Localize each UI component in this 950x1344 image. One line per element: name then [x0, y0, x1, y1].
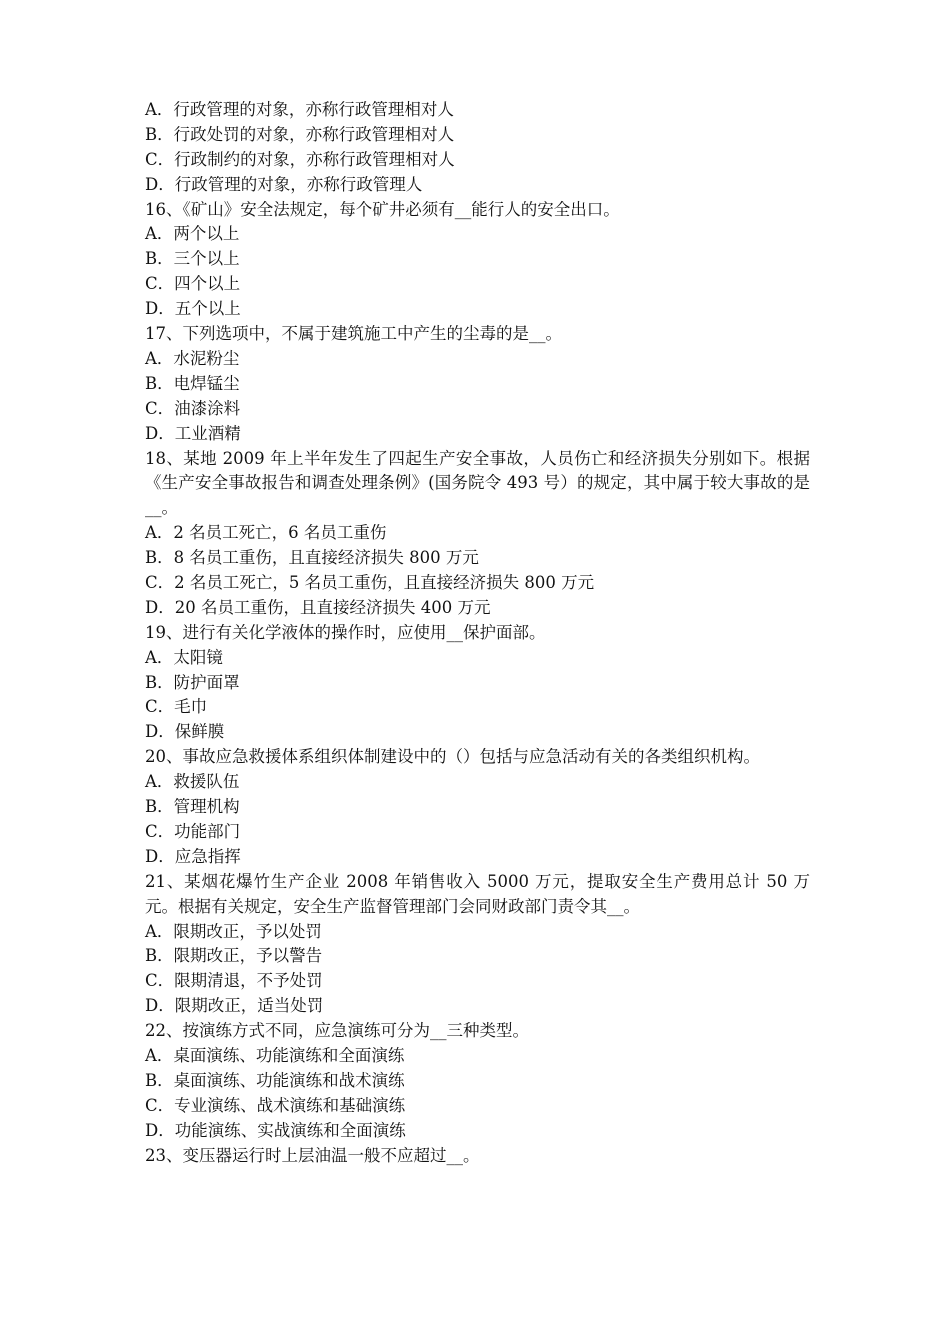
option-text: C．2 名员工死亡，5 名员工重伤，且直接经济损失 800 万元 — [145, 573, 595, 592]
option-text: B．桌面演练、功能演练和战术演练 — [145, 1070, 405, 1090]
option-text: A．太阳镜 — [145, 647, 223, 667]
option-text: D．应急指挥 — [145, 846, 241, 866]
document-page — [145, 98, 810, 1168]
option-text: B．行政处罚的对象，亦称行政管理相对人 — [145, 124, 455, 144]
question-text: 22、按演练方式不同，应急演练可分为__三种类型。 — [145, 1021, 529, 1041]
question-text: 18、某地 2009 年上半年发生了四起生产安全事故，人员伤亡和经济损失分别如下。根据《生产安全事故报告和调查处理条例》(国务院令 493 号）的规定，其中属于较大事故的是__。 — [145, 448, 810, 518]
question-text: 17、下列选项中，不属于建筑施工中产生的尘毒的是__。 — [145, 324, 562, 344]
option-text: A．2 名员工死亡，6 名员工重伤 — [145, 523, 387, 543]
option-text: B．限期改正，予以警告 — [145, 946, 323, 966]
question-text: 20、事故应急救援体系组织体制建设中的（）包括与应急活动有关的各类组织机构。 — [145, 747, 760, 767]
option-text: C．四个以上 — [145, 274, 241, 294]
option-text: C．限期清退，不予处罚 — [145, 971, 323, 991]
option-text: B．8 名员工重伤，且直接经济损失 800 万元 — [145, 548, 479, 568]
option-text: A．桌面演练、功能演练和全面演练 — [145, 1046, 405, 1065]
option-text: D．保鲜膜 — [145, 722, 225, 742]
option-text: C．功能部门 — [145, 821, 241, 841]
option-text: A．行政管理的对象，亦称行政管理相对人 — [145, 100, 454, 119]
option-text: B．电焊锰尘 — [145, 373, 240, 393]
question-text: 21、某烟花爆竹生产企业 2008 年销售收入 5000 万元，提取安全生产费用总计 50 万元。根据有关规定，安全生产监督管理部门会同财政部门责令其__。 — [145, 871, 810, 916]
option-text: C．专业演练、战术演练和基础演练 — [145, 1095, 406, 1115]
option-text: C．行政制约的对象，亦称行政管理相对人 — [145, 149, 455, 169]
question-text: 23、变压器运行时上层油温一般不应超过__。 — [145, 1145, 480, 1165]
option-text: D．功能演练、实战演练和全面演练 — [145, 1120, 406, 1140]
option-text: D．行政管理的对象，亦称行政管理人 — [145, 174, 423, 194]
option-text: D．限期改正，适当处罚 — [145, 996, 324, 1016]
question-text: 16、《矿山》安全法规定，每个矿井必须有__能行人的安全出口。 — [145, 199, 620, 219]
option-text: A．救援队伍 — [145, 772, 240, 792]
option-text: A．限期改正，予以处罚 — [145, 921, 322, 941]
option-text: A．水泥粉尘 — [145, 348, 240, 368]
question-text: 19、进行有关化学液体的操作时，应使用__保护面部。 — [145, 622, 546, 642]
option-text: D．20 名员工重伤，且直接经济损失 400 万元 — [145, 597, 491, 617]
option-text: B．防护面罩 — [145, 672, 240, 692]
option-text: D．五个以上 — [145, 299, 241, 319]
option-text: B．三个以上 — [145, 249, 240, 269]
option-text: C．毛巾 — [145, 697, 208, 717]
option-text: B．管理机构 — [145, 797, 240, 817]
option-text: A．两个以上 — [145, 224, 240, 244]
option-text: D．工业酒精 — [145, 423, 241, 443]
option-text: C．油漆涂料 — [145, 398, 241, 418]
